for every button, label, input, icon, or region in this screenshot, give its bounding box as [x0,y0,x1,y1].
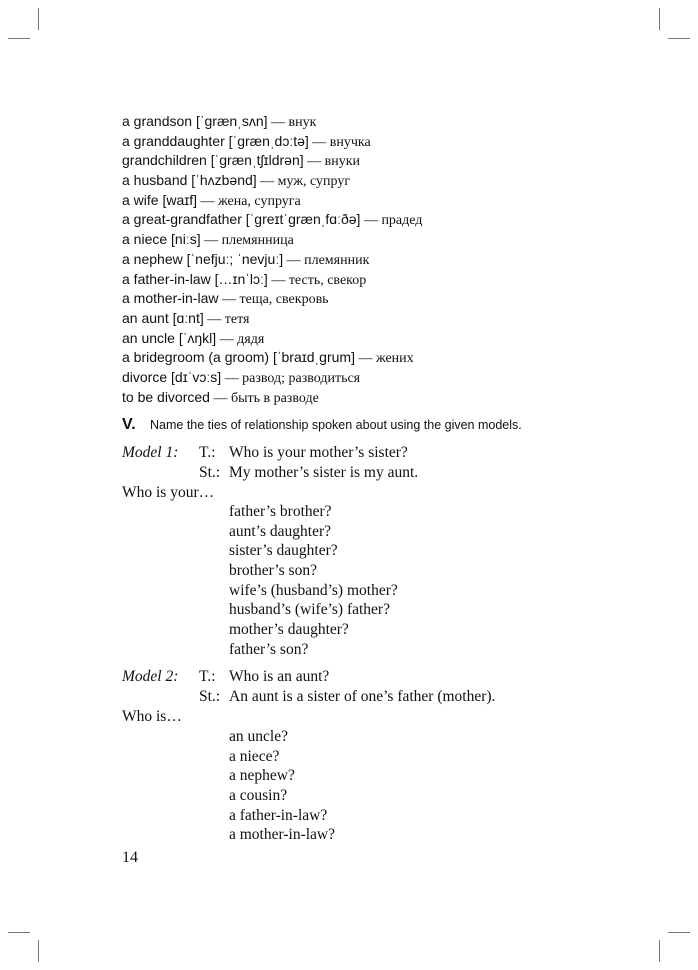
crop-mark-top-right-h [668,38,690,39]
vocab-translation: — внуки [307,154,361,170]
model1-lead: Who is your… [122,484,215,501]
model1-item: father’s son? [229,640,309,658]
model1-item: father’s brother? [229,503,332,520]
model1-item: aunt’s daughter? [229,522,332,540]
vocab-translation: — муж, супруг [260,174,351,190]
vocab-translation: — развод; разводиться [224,370,361,386]
crop-mark-top-right-v [659,8,660,30]
vocab-term: a wife [waɪf] [122,191,198,208]
page-number: 14 [122,849,138,866]
vocab-translation: — племянник [286,252,370,268]
vocab-translation: — быть в разводе [213,390,319,406]
vocab-entry [122,191,642,211]
model1-teacher-speaker: T.: [199,444,216,461]
vocab-entry [122,270,642,290]
vocab-entry [122,250,642,270]
vocabulary-list [122,112,642,407]
exercise-number: V. [122,416,136,433]
vocab-entry [122,210,642,230]
model1-label: Model 1: [122,444,179,461]
vocab-term: a mother-in-law [122,290,219,307]
vocab-entry [122,388,642,408]
vocab-term: a grandson [ˈgrænˌsʌn] [122,113,268,129]
vocab-translation: — племянница [204,233,294,249]
model2-item: a mother-in-law? [229,826,335,844]
vocab-entry [122,132,642,152]
crop-mark-bottom-left-h [8,932,30,933]
vocab-term: an uncle [ˈʌŋkl] [122,329,217,346]
model1-item: husband’s (wife’s) father? [229,601,390,619]
model2-lead: Who is… [122,708,182,725]
vocab-entry [122,329,642,349]
vocab-term: divorce [dɪˈvɔːs] [122,368,222,385]
vocab-term: to be divorced [122,388,210,405]
vocab-term: an aunt [ɑːnt] [122,309,204,326]
crop-mark-bottom-left-v [38,940,39,962]
model2-items [229,727,335,845]
model1-item: mother’s daughter? [229,621,349,639]
model2-item: a niece? [229,747,280,765]
model1-item: brother’s son? [229,562,317,580]
vocab-term: grandchildren [ˈgrænˌtʃɪldrən] [122,152,304,169]
model1-items [229,502,398,660]
vocab-translation: — теща, свекровь [221,292,329,308]
crop-mark-top-left-v [38,8,39,30]
vocab-term: a bridegroom (a groom) [ˈbraɪdˌgrum] [122,349,355,366]
exercise-instruction: Name the ties of relationship spoken about using the given models. [150,418,522,432]
crop-mark-top-left-h [8,38,30,39]
model2-item: a father-in-law? [229,806,328,824]
vocab-entry [122,230,642,250]
vocab-entry [122,171,642,191]
vocab-translation: — дядя [219,331,265,347]
vocab-entry [122,348,642,368]
vocab-term: a granddaughter [ˈgrænˌdɔːtə] [122,132,309,149]
model2-item: a cousin? [229,787,288,805]
exercise-heading [122,414,662,436]
vocab-translation: — тесть, свекор [271,272,367,288]
model2-item: a nephew? [229,767,295,785]
vocab-term: a niece [niːs] [122,231,201,248]
vocab-entry [122,151,642,171]
vocab-translation: — жених [358,351,414,367]
vocab-term: a nephew [ˈnefjuː; ˈnevjuː] [122,250,284,267]
vocab-entry [122,289,642,309]
model2-teacher-line: Who is an aunt? [229,668,330,685]
vocab-translation: — внучка [312,134,371,150]
vocab-translation: — тетя [207,311,250,327]
model1-student-speaker: St.: [199,464,221,481]
model1-student-line: My mother’s sister is my aunt. [229,464,419,481]
vocab-entry [122,368,642,388]
vocab-translation: — внук [271,115,317,130]
crop-mark-bottom-right-h [668,932,690,933]
model2-student-line: An aunt is a sister of one’s father (mother). [229,688,496,705]
model2-teacher-speaker: T.: [199,668,216,685]
vocab-term: a husband [ˈhʌzbənd] [122,172,257,189]
model2-item: an uncle? [229,728,288,745]
model2-label: Model 2: [122,668,179,685]
model2-student-speaker: St.: [199,688,221,705]
vocab-translation: — прадед [363,213,423,229]
vocab-entry [122,112,642,132]
vocab-term: a father-in-law […ɪnˈlɔː] [122,270,268,287]
vocab-translation: — жена, супруга [200,193,301,209]
vocab-entry [122,309,642,329]
model1-item: wife’s (husband’s) mother? [229,581,398,599]
vocab-term: a great-grandfather [ˈgreɪtˈgrænˌfɑːðə] [122,211,361,228]
model1-item: sister’s daughter? [229,542,338,560]
crop-mark-bottom-right-v [659,940,660,962]
model1-teacher-line: Who is your mother’s sister? [229,444,408,461]
